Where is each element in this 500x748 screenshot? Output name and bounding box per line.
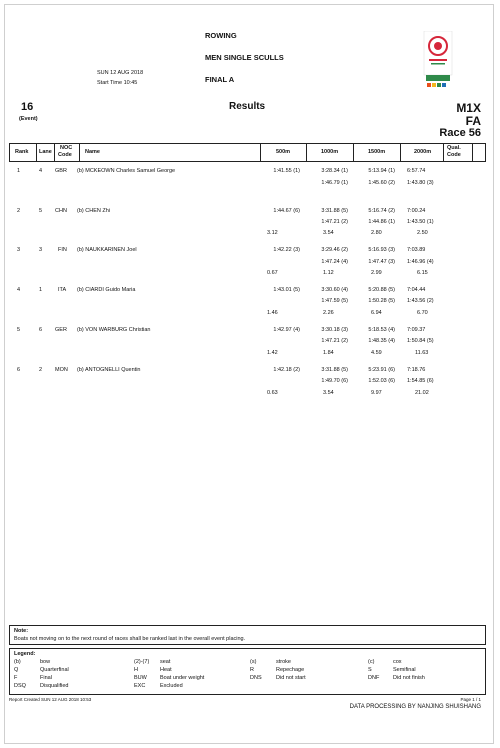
noc-code: ITA [58, 287, 67, 293]
col-1000m: 1000m [321, 149, 339, 155]
legend-desc: Boat under weight [160, 675, 205, 681]
segment-1000m: 1:47.59 (5) [321, 298, 348, 304]
legend-code: (s) [250, 659, 257, 665]
split-1000m: 3:30.60 (4) [321, 287, 348, 293]
col-500m: 500m [276, 149, 291, 155]
athlete-name: (b) MCKEOWN Charles Samuel George [77, 168, 176, 174]
split-1500m: 5:23.91 (6) [368, 367, 395, 373]
legend-title: Legend: [14, 651, 36, 657]
segment-1500m: 1:50.28 (5) [368, 298, 395, 304]
behind-1000m: 3.54 [323, 230, 334, 236]
final-time: 7:18.76 [407, 367, 426, 373]
event-label: (Event) [19, 116, 38, 122]
legend-code: (c) [368, 659, 375, 665]
behind-500m: 1.46 [267, 310, 278, 316]
behind-2000m: 11.63 [415, 350, 429, 356]
noc-code: CHN [55, 208, 67, 214]
noc-code: FIN [58, 247, 67, 253]
behind-2000m: 6.15 [417, 270, 428, 276]
rank: 1 [17, 168, 21, 174]
lane: 2 [39, 367, 43, 373]
event-title: MEN SINGLE SCULLS [205, 53, 284, 62]
rank: 6 [17, 367, 21, 373]
phase-title: FINAL A [205, 75, 235, 84]
segment-2000m: 1:43.50 (1) [407, 219, 434, 225]
col-noc-code: Code [58, 152, 72, 158]
segment-1000m: 1:47.24 (4) [321, 259, 348, 265]
split-500m: 1:41.55 (1) [273, 168, 300, 174]
sport-title: ROWING [205, 31, 237, 40]
athlete-name: (b) VON WARBURG Christian [77, 327, 151, 333]
athlete-name: (b) CHEN Zhi [77, 208, 111, 214]
start-time: Start Time 10:45 [97, 80, 138, 86]
event-date: SUN 12 AUG 2018 [97, 70, 144, 76]
page-number: Page 1 / 1 [460, 697, 481, 702]
final-time: 6:57.74 [407, 168, 426, 174]
segment-2000m: 1:50.84 (5) [407, 338, 434, 344]
behind-500m: 0.63 [267, 390, 278, 396]
behind-1500m: 6.94 [371, 310, 382, 316]
noc-code: GER [55, 327, 67, 333]
noc-code: MON [55, 367, 68, 373]
split-1500m: 5:16.93 (3) [368, 247, 395, 253]
behind-1500m: 9.97 [371, 390, 382, 396]
split-1000m: 3:31.88 (5) [321, 208, 348, 214]
event-code: M1X [456, 101, 481, 115]
final-time: 7:00.24 [407, 208, 426, 214]
split-1000m: 3:30.18 (3) [321, 327, 348, 333]
split-1500m: 5:20.88 (5) [368, 287, 395, 293]
legend-desc: Repechage [276, 667, 305, 673]
behind-2000m: 21.02 [415, 390, 429, 396]
behind-1500m: 4.59 [371, 350, 382, 356]
athlete-name: (b) ANTOGNELLI Quentin [77, 367, 141, 373]
col-qual-code: Code [447, 152, 461, 158]
split-1500m: 5:16.74 (2) [368, 208, 395, 214]
lane: 3 [39, 247, 43, 253]
behind-2000m: 2.50 [417, 230, 428, 236]
behind-500m: 1.42 [267, 350, 278, 356]
split-1000m: 3:29.46 (2) [321, 247, 348, 253]
legend-code: (b) [14, 659, 21, 665]
behind-500m: 0.67 [267, 270, 278, 276]
legend-code: H [134, 667, 138, 673]
rank: 4 [17, 287, 21, 293]
legend-desc: Did not start [276, 675, 306, 681]
athlete-name: (b) NAUKKARINEN Joel [77, 247, 137, 253]
segment-1500m: 1:45.60 (2) [368, 180, 395, 186]
legend-code: R [250, 667, 254, 673]
rank: 5 [17, 327, 21, 333]
legend-desc: stroke [276, 659, 291, 665]
race-number: Race 56 [439, 127, 481, 139]
segment-1000m: 1:47.21 (2) [321, 338, 348, 344]
behind-1500m: 2.80 [371, 230, 382, 236]
segment-1000m: 1:47.21 (2) [321, 219, 348, 225]
segment-1500m: 1:47.47 (3) [368, 259, 395, 265]
segment-2000m: 1:54.85 (6) [407, 378, 434, 384]
col-noc: NOC [60, 145, 73, 151]
segment-2000m: 1:46.96 (4) [407, 259, 434, 265]
behind-2000m: 6.70 [417, 310, 428, 316]
lane: 4 [39, 168, 43, 174]
segment-1000m: 1:46.79 (1) [321, 180, 348, 186]
split-1000m: 3:31.88 (5) [321, 367, 348, 373]
split-500m: 1:43.01 (5) [273, 287, 300, 293]
lane: 1 [39, 287, 43, 293]
note-title: Note: [14, 628, 29, 634]
split-1000m: 3:28.34 (1) [321, 168, 348, 174]
segment-1500m: 1:52.03 (6) [368, 378, 395, 384]
games-logo [423, 31, 453, 91]
noc-code: GBR [55, 168, 67, 174]
col-name: Name [85, 149, 100, 155]
final-time: 7:04.44 [407, 287, 426, 293]
legend-code: EXC [134, 683, 146, 689]
split-500m: 1:42.97 (4) [273, 327, 300, 333]
behind-1000m: 1.84 [323, 350, 334, 356]
behind-1000m: 3.54 [323, 390, 334, 396]
legend-code: F [14, 675, 18, 681]
col-qual: Qual. [447, 145, 461, 151]
phase-code: FA [465, 114, 481, 128]
results-heading: Results [229, 101, 266, 112]
split-500m: 1:42.22 (3) [273, 247, 300, 253]
legend-desc: seat [160, 659, 171, 665]
report-created: Report Created SUN 12 AUG 2018 10:53 [9, 697, 92, 702]
behind-1000m: 2.26 [323, 310, 334, 316]
legend-box [9, 648, 486, 695]
legend-desc: Heat [160, 667, 172, 673]
final-time: 7:09.37 [407, 327, 426, 333]
split-500m: 1:42.18 (2) [273, 367, 300, 373]
segment-1500m: 1:44.86 (1) [368, 219, 395, 225]
col-rank: Rank [15, 149, 29, 155]
note-text: Boats not moving on to the next round of races shall be ranked last in the overall event placing. [14, 636, 246, 642]
split-1500m: 5:13.94 (1) [368, 168, 395, 174]
legend-desc: Quarterfinal [40, 667, 69, 673]
rank: 3 [17, 247, 21, 253]
athlete-name: (b) CIARDI Guido Maria [77, 287, 136, 293]
note-box [9, 625, 486, 645]
legend-code: (2)-(7) [134, 659, 150, 665]
legend-code: S [368, 667, 372, 673]
col-lane: Lane [39, 149, 52, 155]
rank: 2 [17, 208, 21, 214]
results-table-header [9, 143, 486, 162]
col-1500m: 1500m [368, 149, 386, 155]
final-time: 7:03.89 [407, 247, 426, 253]
legend-desc: Disqualified [40, 683, 69, 689]
legend-desc: Final [40, 675, 52, 681]
behind-500m: 3.12 [267, 230, 278, 236]
segment-2000m: 1:43.80 (3) [407, 180, 434, 186]
legend-desc: Semifinal [393, 667, 416, 673]
col-2000m: 2000m [414, 149, 432, 155]
legend-desc: Did not finish [393, 675, 425, 681]
legend-desc: cox [393, 659, 402, 665]
lane: 5 [39, 208, 43, 214]
segment-2000m: 1:43.56 (2) [407, 298, 434, 304]
legend-code: Q [14, 667, 19, 673]
behind-1500m: 2.99 [371, 270, 382, 276]
legend-code: BUW [134, 675, 147, 681]
results-document [4, 4, 494, 744]
legend-desc: Excluded [160, 683, 183, 689]
lane: 6 [39, 327, 43, 333]
legend-code: DNF [368, 675, 380, 681]
split-500m: 1:44.67 (6) [273, 208, 300, 214]
event-number: 16 [21, 101, 34, 113]
legend-desc: bow [40, 659, 51, 665]
split-1500m: 5:18.53 (4) [368, 327, 395, 333]
behind-1000m: 1.12 [323, 270, 334, 276]
legend-code: DSQ [14, 683, 26, 689]
segment-1500m: 1:48.35 (4) [368, 338, 395, 344]
legend-code: DNS [250, 675, 262, 681]
data-processing-credit: DATA PROCESSING BY NANJING SHUISHANG [349, 704, 481, 710]
segment-1000m: 1:49.70 (6) [321, 378, 348, 384]
